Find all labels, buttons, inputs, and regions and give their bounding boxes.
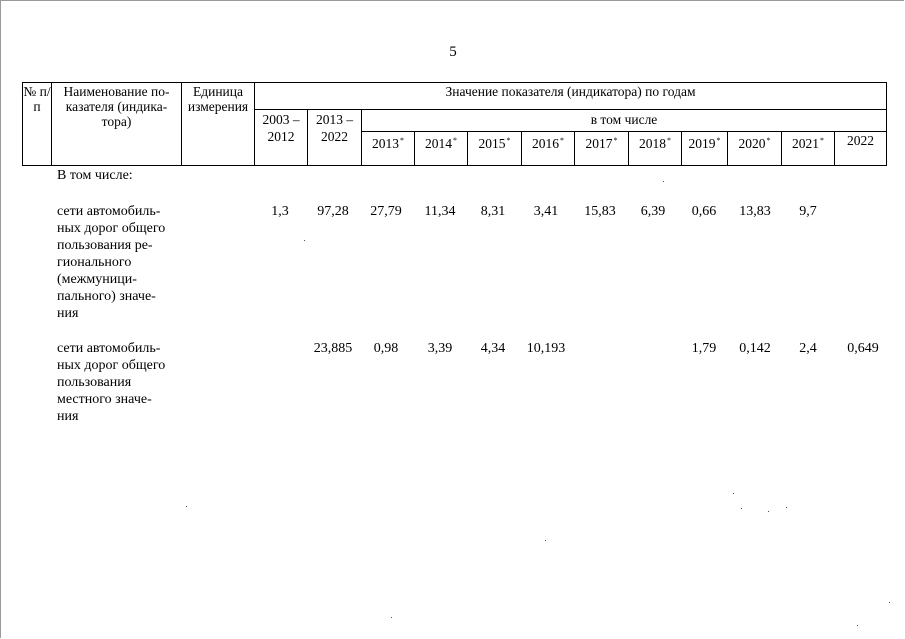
scan-speck bbox=[768, 511, 769, 512]
row-value: 27,79 bbox=[370, 204, 402, 219]
row-value: 15,83 bbox=[584, 204, 616, 219]
indicator-table-header bbox=[22, 82, 887, 166]
row-name-line: ния bbox=[57, 409, 79, 424]
header-col-values: Значение показателя (индикатора) по годам bbox=[255, 83, 887, 110]
scan-speck bbox=[663, 181, 664, 182]
row-value: 13,83 bbox=[739, 204, 771, 219]
row-value: 4,34 bbox=[480, 341, 506, 356]
row-value: 10,193 bbox=[526, 341, 566, 356]
header-year-2021: 2021* bbox=[782, 132, 835, 166]
including-label: В том числе: bbox=[57, 168, 133, 183]
header-year-2018: 2018* bbox=[629, 132, 682, 166]
scan-speck bbox=[889, 602, 890, 603]
row-value: 11,34 bbox=[424, 204, 456, 219]
scan-speck bbox=[186, 506, 187, 507]
row-value: 6,39 bbox=[640, 204, 666, 219]
row-value: 3,39 bbox=[427, 341, 453, 356]
row-name-line: (межмуници- bbox=[57, 272, 137, 287]
header-col-number: № п/п bbox=[23, 83, 52, 166]
row-name-line: сети автомобиль- bbox=[57, 204, 161, 219]
page-number: 5 bbox=[449, 44, 457, 60]
scan-speck bbox=[857, 625, 858, 626]
row-name-line: ных дорог общего bbox=[57, 358, 166, 373]
scan-speck bbox=[733, 493, 734, 494]
row-name-line: пользования ре- bbox=[57, 238, 153, 253]
header-range-2013-2022: 2013 – 2022 bbox=[308, 110, 362, 166]
row-name-line: ных дорог общего bbox=[57, 221, 166, 236]
row-value: 3,41 bbox=[533, 204, 559, 219]
header-including: в том числе bbox=[362, 110, 887, 132]
header-year-2020: 2020* bbox=[728, 132, 782, 166]
row-value: 1,3 bbox=[271, 204, 289, 219]
scan-speck bbox=[391, 617, 392, 618]
header-year-2013: 2013* bbox=[362, 132, 415, 166]
row-name-line: ния bbox=[57, 306, 79, 321]
row-name-line: пользования bbox=[57, 375, 132, 390]
row-name-line: сети автомобиль- bbox=[57, 341, 161, 356]
row-value: 1,79 bbox=[691, 341, 717, 356]
header-col-name: Наименование по- казателя (индика- тора) bbox=[52, 83, 182, 166]
row-value: 9,7 bbox=[799, 204, 817, 219]
header-year-2017: 2017* bbox=[575, 132, 629, 166]
row-value: 8,31 bbox=[480, 204, 506, 219]
row-value: 0,66 bbox=[691, 204, 717, 219]
scan-speck bbox=[545, 540, 546, 541]
row-value: 97,28 bbox=[317, 204, 349, 219]
header-year-2022: 2022 bbox=[835, 132, 887, 166]
header-year-2016: 2016* bbox=[522, 132, 575, 166]
row-value: 23,885 bbox=[313, 341, 353, 356]
row-name-line: гионального bbox=[57, 255, 132, 270]
scan-speck bbox=[786, 507, 787, 508]
scan-speck bbox=[741, 508, 742, 509]
row-value: 0,142 bbox=[739, 341, 771, 356]
row-value: 2,4 bbox=[799, 341, 817, 356]
row-name-line: пального) значе- bbox=[57, 289, 156, 304]
header-col-unit: Единица измерения bbox=[182, 83, 255, 166]
header-year-2019: 2019* bbox=[682, 132, 728, 166]
header-year-2014: 2014* bbox=[415, 132, 468, 166]
row-name-line: местного значе- bbox=[57, 392, 152, 407]
row-value: 0,649 bbox=[847, 341, 879, 356]
header-range-2003-2012: 2003 – 2012 bbox=[255, 110, 308, 166]
row-value: 0,98 bbox=[373, 341, 399, 356]
header-year-2015: 2015* bbox=[468, 132, 522, 166]
scan-speck bbox=[304, 240, 305, 241]
